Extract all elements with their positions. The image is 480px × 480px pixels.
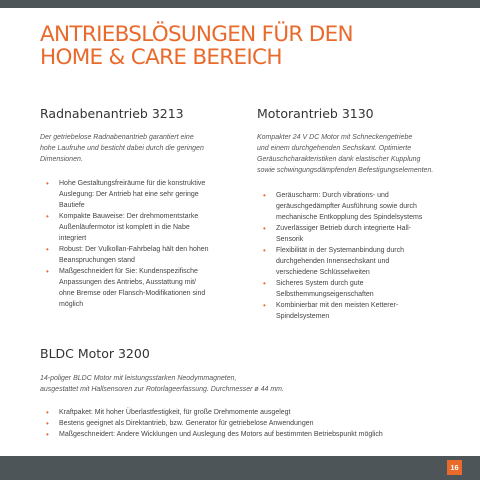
list-item: • Robust: Der Vulkollan-Fahrbelag hält den hohen Beanspruchungen stand bbox=[40, 244, 245, 266]
list-item: • Maßgeschneidert für Sie: Kundenspezifische Anpassungen des Antriebs, Ausstattung mit/ ohne Bremse oder Flansch-Modifikationen sind möglich bbox=[40, 266, 245, 310]
section-motorantrieb bbox=[257, 106, 462, 322]
section-intro: Kompakter 24 V DC Motor mit Schneckengetriebe und einem durchgehenden Sechskant. Optimierte Geräuschcharakteristiken dank elastischer Kupplung sowie schwingungsdämpfenden Befestigungselementen. bbox=[257, 134, 434, 174]
list-item: • Kompakte Bauweise: Der drehmomentstarke Außenläufermotor ist komplett in die Nabe integriert bbox=[40, 211, 245, 244]
list-item: • Maßgeschneidert: Andere Wicklungen und Auslegung des Motors auf bestimmten Betriebspunkt möglich bbox=[40, 429, 460, 440]
list-item: • Kraftpaket: Mit hoher Überlastfestigkeit, für große Drehmomente ausgelegt bbox=[40, 407, 460, 418]
list-item: • Geräuscharm: Durch vibrations- und geräuschgedämpfter Ausführung sowie durch mechanische Entkopplung des Spindelsystems bbox=[257, 190, 462, 223]
section-heading: Radnabenantrieb 3213 bbox=[40, 106, 184, 121]
page-number-badge: 16 bbox=[447, 460, 462, 475]
top-bar bbox=[0, 0, 480, 8]
section-radnabenantrieb bbox=[40, 106, 245, 310]
bullet-list bbox=[257, 190, 462, 322]
section-intro: 14-poliger BLDC Motor mit leistungsstarken Neodymmagneten, ausgestattet mit Hallsensoren zur Rotorlageerfassung. Durchmesser ø 44 mm. bbox=[40, 375, 284, 393]
bullet-list bbox=[40, 407, 460, 440]
list-item: • Flexibilität in der Systemanbindung durch durchgehenden Innensechskant und verschiedene Schlüsselweiten bbox=[257, 245, 462, 278]
section-bldc-motor bbox=[40, 346, 460, 440]
list-item: • Kombinierbar mit den meisten Ketterer- Spindelsystemen bbox=[257, 300, 462, 322]
page-title bbox=[40, 23, 460, 69]
bullet-list bbox=[40, 178, 245, 310]
section-intro: Der getriebelose Radnabenantrieb garantiert eine hohe Laufruhe und besticht dabei durch die geringen Dimensionen. bbox=[40, 134, 204, 163]
section-heading: BLDC Motor 3200 bbox=[40, 346, 150, 361]
page-title-line-1: ANTRIEBSLÖSUNGEN FÜR DEN bbox=[40, 22, 353, 47]
section-heading: Motorantrieb 3130 bbox=[257, 106, 374, 121]
list-item: • Hohe Gestaltungsfreiräume für die konstruktive Auslegung: Der Antrieb hat eine sehr geringe Bautiefe bbox=[40, 178, 245, 211]
list-item: • Bestens geeignet als Direktantrieb, bzw. Generator für getriebelose Anwendungen bbox=[40, 418, 460, 429]
footer-bar bbox=[0, 456, 480, 480]
list-item: • Sicheres System durch gute Selbsthemmungseigenschaften bbox=[257, 278, 462, 300]
page-title-line-2: HOME & CARE BEREICH bbox=[40, 45, 282, 70]
list-item: • Zuverlässiger Betrieb durch integrierte Hall- Sensorik bbox=[257, 223, 462, 245]
